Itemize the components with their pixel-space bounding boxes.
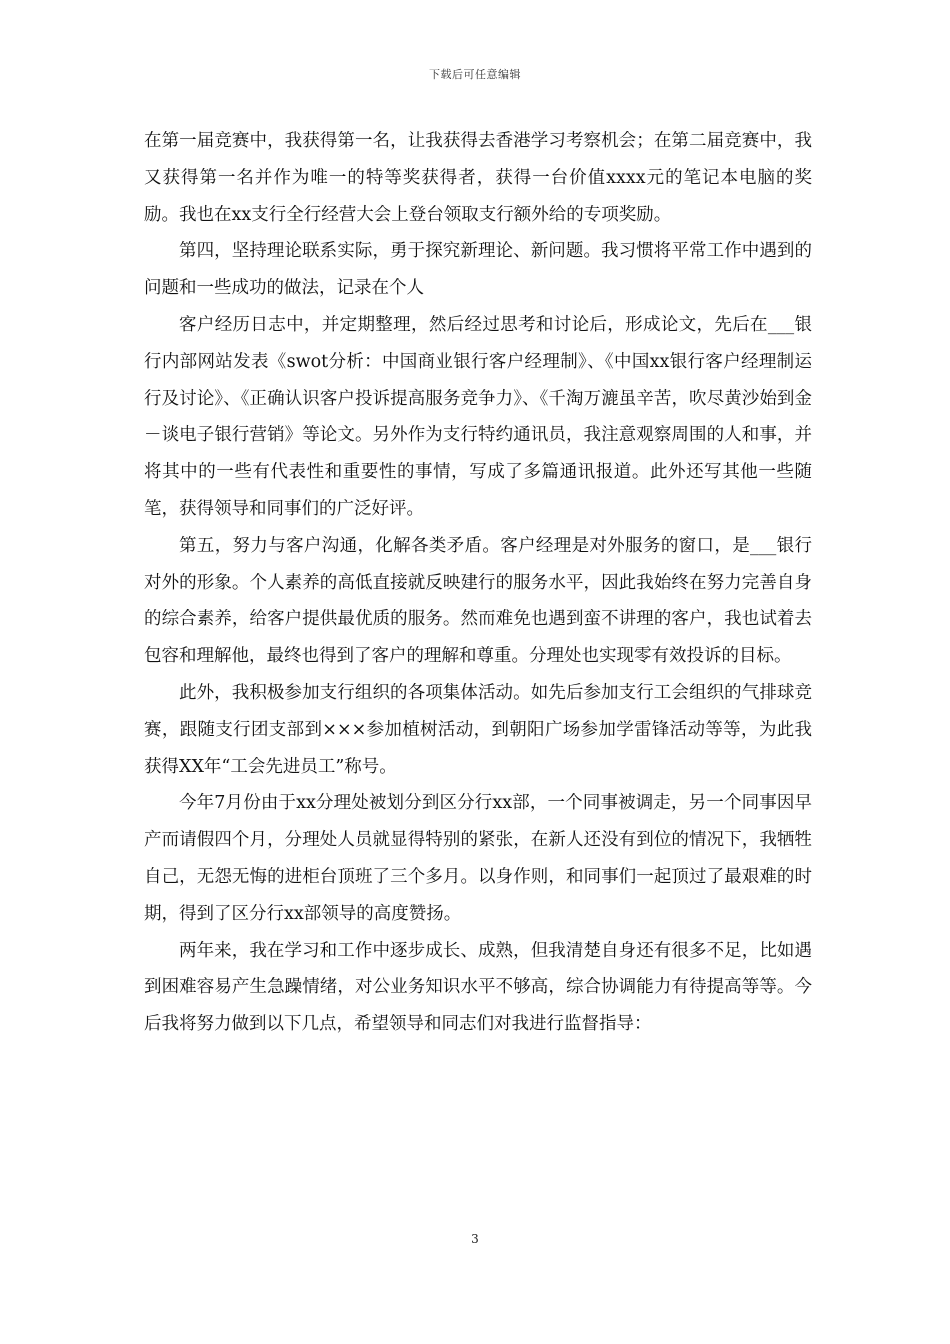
- paragraph-3: 客户经历日志中，并定期整理，然后经过思考和讨论后，形成论文，先后在___银行内部网站发表《swot分析：中国商业银行客户经理制》、《中国xx银行客户经理制运行及讨论》、《正确认识客户投诉提高服务竞争力》、《千淘万漉虽辛苦，吹尽黄沙始到金－谈电子银行营销》等论文。另外作为支行特约通讯员，我注意观察周围的人和事，并将其中的一些有代表性和重要性的事情，写成了多篇通讯报道。此外还写其他一些随笔，获得领导和同事们的广泛好评。: [144, 314, 812, 519]
- paragraph-2: 第四，坚持理论联系实际，勇于探究新理论、新问题。我习惯将平常工作中遇到的问题和一些成功的做法，记录在个人: [144, 241, 812, 299]
- page-header: 下载后可任意编辑: [429, 68, 521, 81]
- document-body: [144, 123, 812, 1043]
- paragraph-5: 此外，我积极参加支行组织的各项集体活动。如先后参加支行工会组织的气排球竞赛，跟随支行团支部到×××参加植树活动，到朝阳广场参加学雷锋活动等等，为此我获得XX年“工会先进员工”称号。: [144, 682, 812, 777]
- paragraph-1: 在第一届竞赛中，我获得第一名，让我获得去香港学习考察机会；在第二届竞赛中，我又获得第一名并作为唯一的特等奖获得者，获得一台价值xxxx元的笔记本电脑的奖励。我也在xx支行全行经营大会上登台领取支行额外给的专项奖励。: [144, 131, 812, 225]
- page-number: 3: [471, 1232, 479, 1246]
- paragraph-4: 第五，努力与客户沟通，化解各类矛盾。客户经理是对外服务的窗口，是___银行对外的形象。个人素养的高低直接就反映建行的服务水平，因此我始终在努力完善自身的综合素养，给客户提供最优质的服务。然而难免也遇到蛮不讲理的客户，我也试着去包容和理解他，最终也得到了客户的理解和尊重。分理处也实现零有效投诉的目标。: [144, 535, 812, 667]
- paragraph-7: 两年来，我在学习和工作中逐步成长、成熟，但我清楚自身还有很多不足，比如遇到困难容易产生急躁情绪，对公业务知识水平不够高，综合协调能力有待提高等等。今后我将努力做到以下几点，希望领导和同志们对我进行监督指导：: [144, 940, 812, 1035]
- paragraph-6: 今年7月份由于xx分理处被划分到区分行xx部，一个同事被调走，另一个同事因早产而请假四个月，分理处人员就显得特别的紧张，在新人还没有到位的情况下，我牺牲自己，无怨无悔的进柜台顶班了三个多月。以身作则，和同事们一起顶过了最艰难的时期，得到了区分行xx部领导的高度赞扬。: [144, 793, 812, 924]
